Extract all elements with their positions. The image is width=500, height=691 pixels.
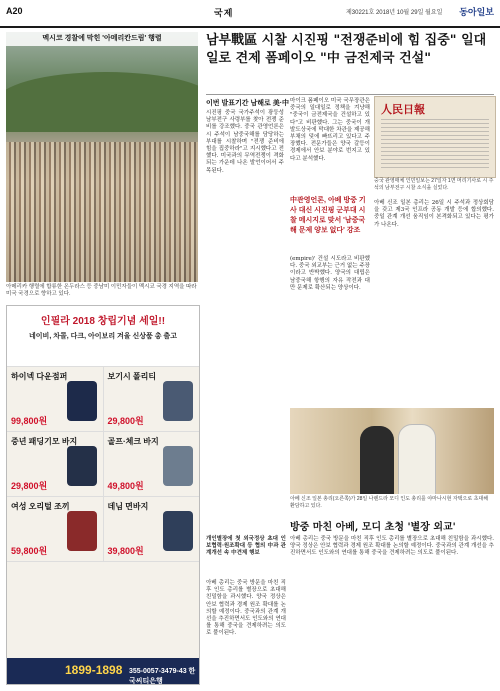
second-subhead: 개인별장에 첫 외국정상 초대 인보협력·원조확대 등 협의 中과 관계개선 속 中견제 행보 — [206, 536, 286, 557]
ad-item-price: 59,800원 — [11, 546, 48, 556]
product-image — [163, 381, 193, 421]
ad-item — [7, 367, 104, 431]
ad-item-price: 39,800원 — [107, 546, 144, 556]
issue-date: 제30221호 2018년 10월 29일 월요일 — [346, 10, 443, 16]
ad-item-price: 99,800원 — [11, 416, 48, 426]
ad-item — [7, 432, 104, 496]
pull-quote: 中관영언론, 아베 방중 기사 대신 시진핑 군부대 시찰 메시지로 맞서 '남중국해 문제 양보 없다' 강조 — [290, 197, 366, 234]
product-image — [67, 381, 97, 421]
ad-item — [104, 367, 200, 431]
photo-title: 멕시코 경찰에 막힌 '아메리칸드림' 행렬 — [6, 32, 198, 46]
ad-title: 인필라 2018 창립기념 세일!! — [40, 316, 166, 327]
second-headline: 방중 마친 아베, 모디 초청 '별장 외교' — [290, 522, 456, 533]
article-column: 아베 총리는 중국 방문을 마친 직후 인도 총리를 별장으로 초대해 친밀함을 과시했다. 양국 정상은 안보 협력과 경제 원조 확대를 논의할 예정이다. 중국과의 관계 개선을 추진하면서도 인도와의 연대를 통해 중국을 견제하려는 의도로 풀이된다. — [290, 536, 494, 557]
product-image — [163, 446, 193, 486]
article-subhead: 이번 발표기간 남해로 美·中 — [206, 100, 290, 107]
page-number: A20 — [6, 6, 23, 16]
article-column: 아베 신조 일본 총리는 26일 시 주석과 정상회담을 갖고 제3국 인프라 공동 개발 등에 합의했다. 중일 관계 개선 움직임이 본격화되고 있다는 평가가 나온다. — [374, 200, 494, 228]
ad-row — [7, 497, 199, 562]
ad-account: 355-0057-3479-43 한국씨티은행 — [129, 668, 196, 685]
migrant-caravan-photo — [6, 32, 198, 282]
abe-modi-photo — [290, 408, 494, 494]
ad-item — [7, 497, 104, 561]
ad-item — [104, 432, 200, 496]
ad-item — [104, 497, 200, 561]
page-header — [0, 0, 500, 28]
person-figure — [360, 426, 394, 494]
article-column: (empire)' 건설 시도라고 비판했다. 중국 외교부는 근거 없는 주장이라고 반박했다. 양국의 대립은 남중국해 항행의 자유 작전과 대만 문제로 확산되는 양상이다. — [290, 256, 370, 291]
product-image — [163, 511, 193, 551]
ad-row — [7, 367, 199, 432]
divider — [206, 94, 494, 95]
photo-caption: 중국 관영매체 인민일보는 27일자 1면 머리기사로 시 주석의 남부전구 시찰 소식을 실었다. — [374, 178, 494, 191]
ad-item-name: 데님 면바지 — [107, 502, 149, 511]
article-column: 아베 총리는 중국 방문을 마친 직후 인도 총리를 별장으로 초대해 친밀함을 과시했다. 양국 정상은 안보 협력과 경제 원조 확대를 논의할 예정이다. 중국과의 관계 개선을 추진하면서도 인도와의 연대를 통해 중국을 견제하려는 의도로 풀이된다. — [206, 580, 286, 637]
newspaper-text-lines — [381, 119, 489, 171]
section-name: 국제 — [214, 8, 234, 18]
ad-header — [7, 306, 199, 367]
newspaper-brand: 동아일보 — [459, 7, 494, 17]
clothing-advertisement — [6, 305, 200, 685]
photo-caption: 아베 신조 일본 총리(오른쪽)가 28일 나렌드라 모디 인도 총리를 야마나시현 자택으로 초대해 환담하고 있다. — [290, 496, 489, 509]
article-column: 시진핑 중국 국가주석이 광둥성 남부전구 사령부를 찾아 전쟁 준비를 강조했다. 중국 관영언론은 시 주석이 남중국해를 담당하는 부대를 시찰하며 "전쟁 준비에 힘을 집중하라"고 지시했다고 전했다. 미국과의 무역전쟁이 격화되는 가운데 나온 발언이어서 주목된다. — [206, 110, 284, 174]
ad-item-price: 29,800원 — [11, 481, 48, 491]
ad-item-name: 중년 패딩기모 바지 — [11, 437, 78, 446]
ad-item-name: 보기시 폴리티 — [107, 372, 157, 381]
ad-row — [7, 432, 199, 497]
ad-item-price: 29,800원 — [107, 416, 144, 426]
photo-hill — [6, 72, 198, 132]
photo-caption: 아메리카 행렬에 합류한 온두라스 등 중남미 이민자들이 멕시코 국경 지역을 따라 미국 국경으로 향하고 있다. — [6, 284, 197, 297]
newspaper-masthead: 人民日報 — [381, 103, 425, 116]
main-headline: 남부戰區 시찰 시진핑 "전쟁준비에 힘 집중" 일대일로 견제 폼페이오 "中 금전제국 건설" — [206, 33, 487, 66]
product-image — [67, 446, 97, 486]
ad-footer — [7, 658, 199, 684]
article-column: 마이크 폼페이오 미국 국무장관은 중국의 일대일로 정책을 겨냥해 "중국이 금전제국을 건설하고 있다"고 비판했다. 그는 중국이 개발도상국에 막대한 차관을 제공해 부채의 덫에 빠뜨리고 있다고 주장했다. 전문가들은 양국 갈등이 경제에서 안보 분야로 번지고 있다고 분석했다. — [290, 98, 370, 162]
photo-crowd — [6, 142, 198, 282]
ad-item-price: 49,800원 — [107, 481, 144, 491]
ad-item-name: 골프·체크 바지 — [107, 437, 159, 446]
ad-item-name: 여성 오리털 조끼 — [11, 502, 70, 511]
newspaper-photo — [374, 96, 496, 178]
ad-phone: 1899-1898 — [65, 663, 123, 677]
ad-item-name: 하이넥 다운점퍼 — [11, 372, 68, 381]
person-figure — [398, 424, 436, 494]
product-image — [67, 511, 97, 551]
ad-subtitle: 네이비, 차콜, 다크, 아이보리 겨울 신상품 총 출고 — [29, 333, 177, 340]
